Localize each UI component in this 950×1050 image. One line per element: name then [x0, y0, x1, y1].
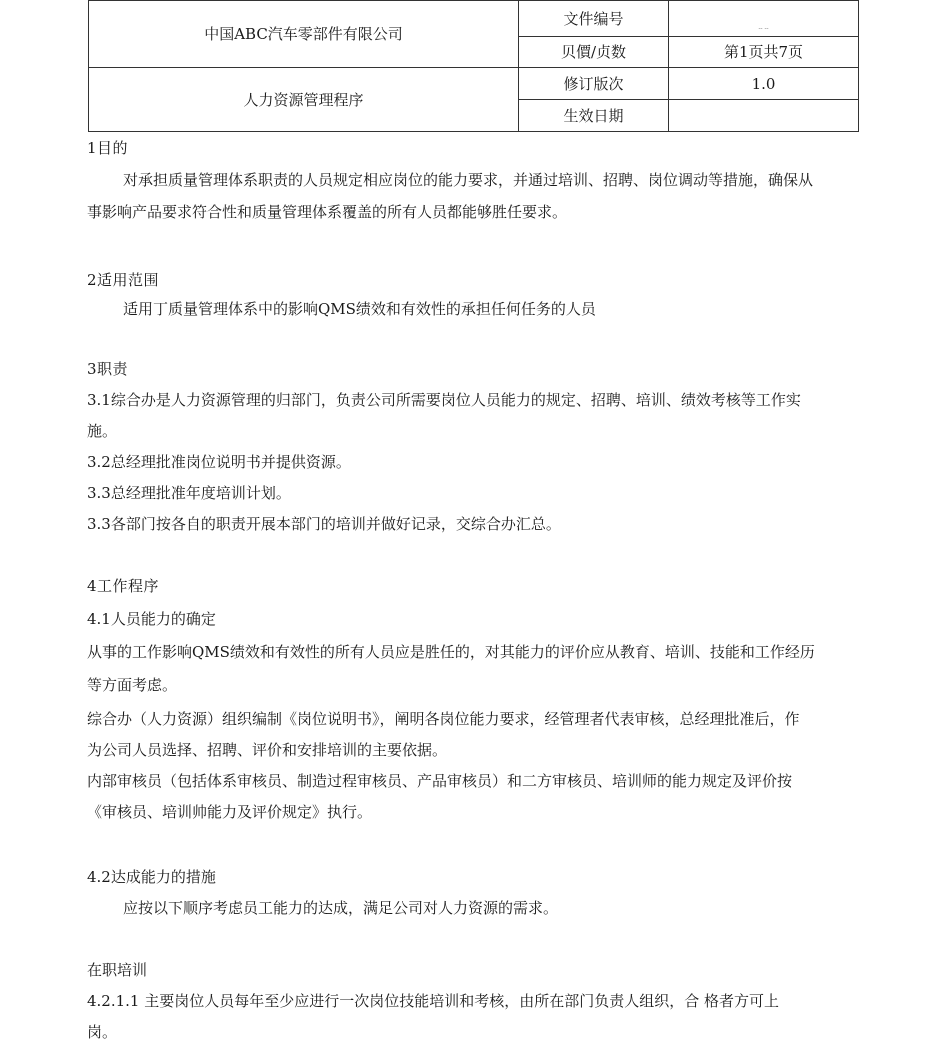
section-4-1-heading: 4.1人员能力的确定 [87, 610, 216, 628]
revision-value: 1.0 [669, 68, 859, 100]
document-header-table [88, 0, 859, 132]
section-3-3-b: 3.3各部门按各自的职责开展本部门的培训并做好记录，交综合办汇总。 [87, 515, 561, 533]
section-3-1-line-1: 3.1综合办是人力资源管理的归部门，负责公司所需要岗位人员能力的规定、招聘、培训、绩效考核等工作实 [87, 391, 801, 409]
section-1-paragraph-line-1: 对承担质量管理体系职责的人员规定相应岗位的能力要求，并通过培训、招聘、岗位调动等措施，确保从 [123, 171, 814, 189]
revision-label: 修订版次 [519, 68, 669, 100]
doc-number-label: 文件编号 [519, 1, 669, 37]
section-3-1-line-2: 施。 [87, 422, 118, 440]
section-4-2-1-heading: 在职培训 [87, 961, 148, 979]
section-4-2-1-1-line-2: 岗。 [87, 1023, 118, 1041]
section-4-2-1-1-line-1: 4.2.1.1 主要岗位人员每年至少应进行一次岗位技能培训和考核，由所在部门负责人组织，合 格者方可上 [87, 992, 780, 1010]
section-4-1-p1-line-2: 等方面考虑。 [87, 676, 178, 694]
section-2-heading: 2适用范围 [87, 271, 160, 289]
section-4-2-paragraph: 应按以下顺序考虑员工能力的达成，满足公司对人力资源的需求。 [123, 899, 559, 917]
company-name: 中国ABC汽车零部件有限公司 [89, 1, 519, 68]
section-1-paragraph-line-2: 事影响产品要求符合性和质量管理体系覆盖的所有人员都能够胜任要求。 [87, 203, 568, 221]
section-4-2-heading: 4.2达成能力的措施 [87, 868, 216, 886]
section-4-1-p3-line-1: 内部审核员（包括体系审核员、制造过程审核员、产品审核员）和二方审核员、培训师的能力规定及评价按 [87, 772, 793, 790]
effective-date-value [669, 100, 859, 132]
effective-date-label: 生效日期 [519, 100, 669, 132]
pages-value: 第1页共7页 [669, 37, 859, 68]
section-4-1-p3-line-2: 《审核员、培训帅能力及评价规定》执行。 [87, 803, 373, 821]
section-4-1-p2-line-2: 为公司人员选择、招聘、评价和安排培训的主要依据。 [87, 741, 448, 759]
section-4-1-p2-line-1: 综合办（人力资源）组织编制《岗位说明书》，阐明各岗位能力要求，经管理者代表审核，总经理批准后，作 [87, 710, 800, 728]
section-4-heading: 4工作程序 [87, 577, 160, 595]
section-4-1-p1-line-1: 从事的工作影响QMS绩效和有效性的所有人员应是胜任的，对其能力的评价应从教育、培训、技能和工作经历 [87, 643, 815, 661]
section-3-3-a: 3.3总经理批准年度培训计划。 [87, 484, 291, 502]
section-1-heading: 1目的 [87, 139, 129, 157]
doc-number-value: -- -- [669, 1, 859, 37]
pages-label: 贝價/贞数 [519, 37, 669, 68]
section-2-paragraph: 适用丁质量管理体系中的影响QMS绩效和有效性的承担任何任务的人员 [123, 300, 596, 318]
section-3-2: 3.2总经理批准岗位说明书并提供资源。 [87, 453, 351, 471]
section-3-heading: 3职责 [87, 360, 129, 378]
document-title: 人力资源管理程序 [89, 68, 519, 132]
